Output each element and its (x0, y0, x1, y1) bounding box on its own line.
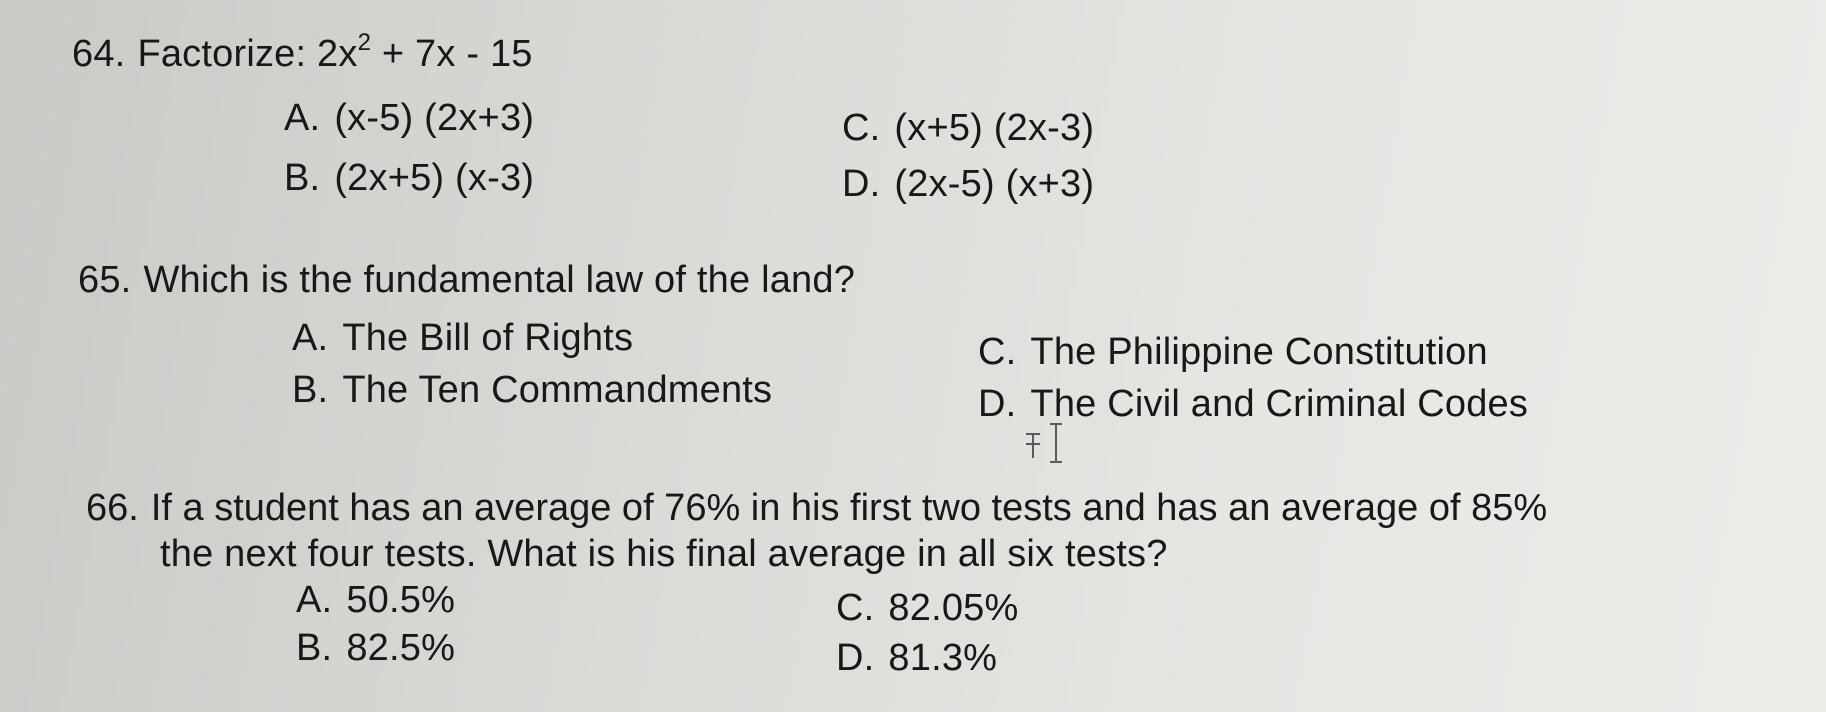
option-letter: B. (284, 157, 321, 199)
option-text: (x-5) (2x+3) (334, 97, 535, 139)
option-letter: B. (292, 369, 329, 411)
option-text: 82.5% (346, 627, 456, 669)
question-text-prefix: Factorize: (137, 33, 318, 75)
option-text: (x+5) (2x-3) (894, 107, 1095, 149)
question-64-option-d (842, 162, 1094, 206)
question-65-option-b (292, 368, 772, 412)
option-text: The Bill of Rights (342, 317, 634, 359)
question-66-option-a (296, 578, 455, 622)
question-66-option-c (836, 586, 1019, 630)
question-text: If a student has an average of 76% in his first two tests and has an average of 85% (150, 487, 1548, 529)
question-number: 66. (86, 487, 139, 529)
option-text: (2x+5) (x-3) (334, 157, 535, 199)
expression-base: 2x (317, 33, 358, 75)
question-65-option-c (978, 330, 1488, 374)
question-number: 65. (78, 259, 132, 301)
question-66-prompt-line-2 (160, 532, 1168, 576)
exponent: 2 (357, 29, 372, 56)
option-text: (2x-5) (x+3) (894, 163, 1095, 205)
question-text: Which is the fundamental law of the land? (143, 259, 856, 301)
option-letter: A. (292, 317, 329, 359)
question-66-option-d (836, 636, 997, 680)
option-letter: D. (842, 163, 881, 205)
option-letter: A. (296, 579, 333, 621)
option-text: The Civil and Criminal Codes (1030, 383, 1529, 425)
question-64-prompt (72, 29, 533, 76)
option-text: 50.5% (346, 579, 456, 621)
option-letter: D. (978, 383, 1017, 425)
question-64-option-c (842, 106, 1094, 150)
text-cursor-icon (1022, 420, 1070, 466)
option-text: 82.05% (888, 587, 1019, 629)
question-65-option-a (292, 316, 633, 360)
option-text: The Ten Commandments (342, 369, 773, 411)
question-64-option-a (284, 96, 534, 140)
question-66-option-b (296, 626, 455, 670)
question-text-continued: the next four tests. What is his final average in all six tests? (160, 533, 1168, 575)
option-letter: C. (842, 107, 881, 149)
expression-rest: + 7x - 15 (371, 33, 533, 75)
question-64-option-b (284, 156, 534, 200)
option-text: The Philippine Constitution (1030, 331, 1488, 373)
question-number: 64. (72, 33, 126, 75)
question-66-prompt-line-1 (86, 486, 1547, 530)
option-text: 81.3% (888, 637, 998, 679)
option-letter: B. (296, 627, 333, 669)
option-letter: D. (836, 637, 875, 679)
option-letter: C. (836, 587, 875, 629)
question-65-prompt (78, 258, 855, 302)
option-letter: A. (284, 97, 321, 139)
option-letter: C. (978, 331, 1017, 373)
